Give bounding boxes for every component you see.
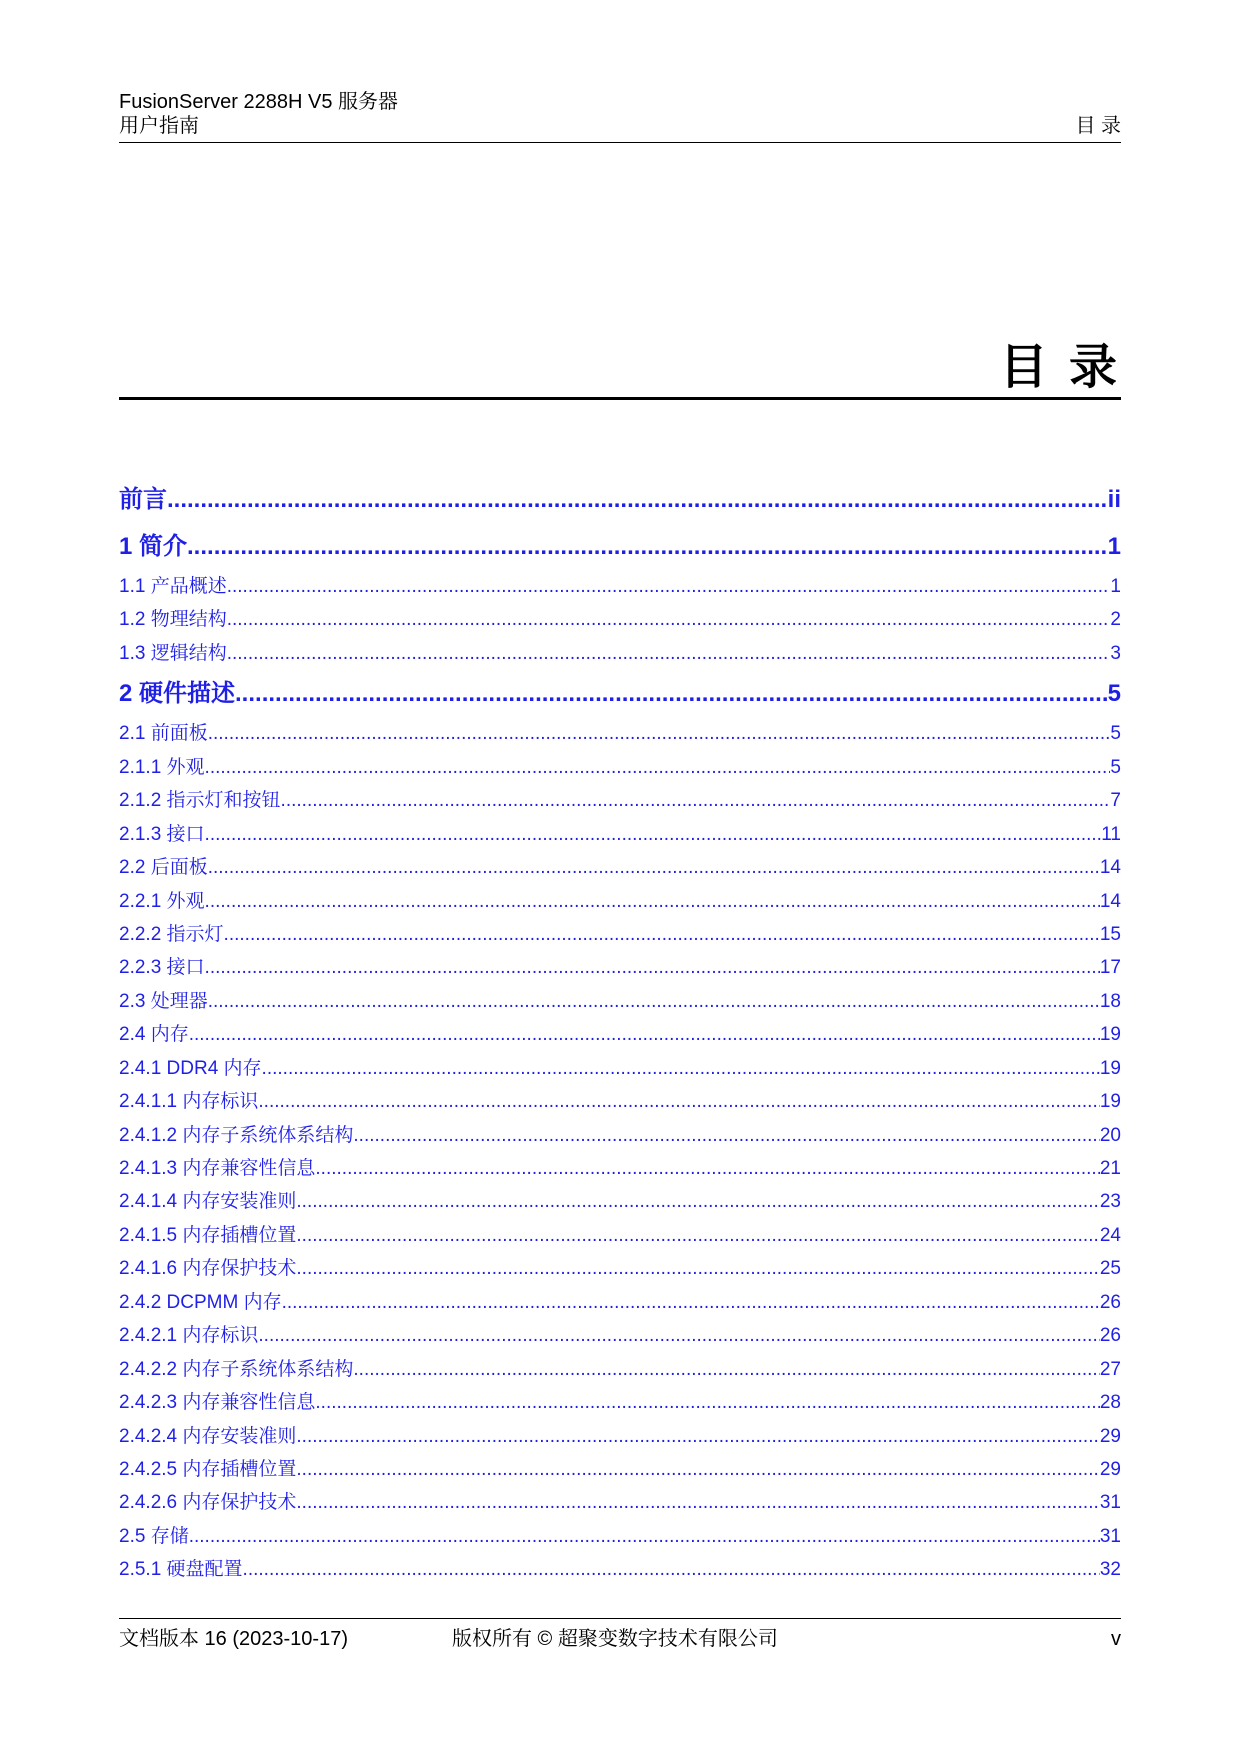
toc-entry[interactable] bbox=[119, 818, 1121, 851]
toc-entry-page-number: 1 bbox=[1107, 533, 1121, 560]
toc-dot-leader bbox=[262, 1052, 1100, 1085]
toc-entry-page-number: 24 bbox=[1099, 1224, 1121, 1246]
toc-entry-title: 2.1.3 接口 bbox=[119, 823, 205, 845]
toc-entry[interactable] bbox=[119, 985, 1121, 1018]
toc-entry-title: 1.2 物理结构 bbox=[119, 609, 227, 631]
toc-entry-title: 2.2.1 外观 bbox=[119, 890, 205, 912]
page-title: 目 录 bbox=[999, 341, 1121, 394]
toc-entry[interactable] bbox=[119, 1219, 1121, 1252]
toc-entry[interactable] bbox=[119, 637, 1121, 670]
toc-entry[interactable] bbox=[119, 1319, 1121, 1352]
toc-dot-leader bbox=[258, 1319, 1099, 1352]
toc-entry-title: 2.2.3 接口 bbox=[119, 957, 205, 979]
toc-entry-title: 1.1 产品概述 bbox=[119, 576, 227, 597]
toc-entry-title: 2.4.2.3 内存兼容性信息 bbox=[119, 1392, 316, 1414]
toc-dot-leader bbox=[315, 1386, 1099, 1419]
title-divider bbox=[119, 397, 1121, 400]
toc-entry-page-number: 26 bbox=[1099, 1325, 1121, 1347]
toc-entry-title: 2.4.2.6 内存保护技术 bbox=[119, 1492, 297, 1514]
toc-entry-title: 2.1 前面板 bbox=[119, 723, 208, 745]
toc-entry[interactable] bbox=[119, 951, 1121, 984]
toc-entry[interactable] bbox=[119, 476, 1121, 523]
toc-entry-page-number: 26 bbox=[1099, 1291, 1121, 1313]
toc-entry-title: 2.2 后面板 bbox=[119, 857, 208, 879]
toc-entry-page-number: 5 bbox=[1110, 756, 1121, 778]
page-footer bbox=[119, 1618, 1121, 1653]
toc-entry-page-number: 19 bbox=[1099, 1091, 1121, 1113]
toc-entry-title: 2.4.1.2 内存子系统体系结构 bbox=[119, 1124, 354, 1146]
toc-entry-page-number: 23 bbox=[1099, 1191, 1121, 1213]
toc-dot-leader bbox=[205, 885, 1100, 918]
footer-document-version: 文档版本 16 (2023-10-17) bbox=[119, 1628, 348, 1650]
toc-entry-title: 2.4 内存 bbox=[119, 1024, 189, 1046]
toc-entry-page-number: 14 bbox=[1099, 890, 1121, 912]
toc-dot-leader bbox=[205, 951, 1100, 984]
toc-entry-page-number: 19 bbox=[1099, 1024, 1121, 1046]
toc-entry[interactable] bbox=[119, 570, 1121, 603]
toc-dot-leader bbox=[353, 1119, 1099, 1152]
toc-entry[interactable] bbox=[119, 918, 1121, 951]
toc-entry-title: 2.5 存储 bbox=[119, 1525, 189, 1547]
toc-dot-leader bbox=[205, 751, 1111, 784]
toc-dot-leader bbox=[187, 523, 1108, 570]
toc-entry[interactable] bbox=[119, 717, 1121, 750]
toc-entry-page-number: 19 bbox=[1099, 1057, 1121, 1079]
footer-copyright: 版权所有 © 超聚变数字技术有限公司 bbox=[452, 1628, 778, 1650]
toc-dot-leader bbox=[208, 851, 1100, 884]
toc-entry-page-number: 25 bbox=[1099, 1258, 1121, 1280]
toc-entry[interactable] bbox=[119, 1386, 1121, 1419]
toc-entry-page-number: 5 bbox=[1110, 723, 1121, 745]
toc-entry-title: 2.4.2.5 内存插槽位置 bbox=[119, 1458, 297, 1480]
toc-entry-title: 2 硬件描述 bbox=[119, 680, 236, 708]
toc-entry-page-number: 29 bbox=[1099, 1458, 1121, 1480]
toc-dot-leader bbox=[315, 1152, 1099, 1185]
page-header bbox=[119, 88, 1121, 143]
toc-entry-page-number: 3 bbox=[1110, 642, 1121, 664]
toc-entry-title: 2.4.1.3 内存兼容性信息 bbox=[119, 1158, 316, 1179]
toc-entry-title: 2.1.1 外观 bbox=[119, 756, 205, 778]
toc-entry-title: 2.4.2.1 内存标识 bbox=[119, 1325, 259, 1347]
toc-dot-leader bbox=[208, 717, 1111, 750]
toc-dot-leader bbox=[189, 1520, 1100, 1553]
toc-dot-leader bbox=[296, 1486, 1099, 1519]
toc-entry-page-number: 15 bbox=[1099, 923, 1121, 945]
toc-entry[interactable] bbox=[119, 1286, 1121, 1319]
toc-entry[interactable] bbox=[119, 1018, 1121, 1051]
table-of-contents bbox=[119, 476, 1121, 1587]
toc-entry-page-number: 1 bbox=[1110, 576, 1121, 597]
toc-dot-leader bbox=[205, 818, 1102, 851]
header-section-name: 目 录 bbox=[1075, 115, 1121, 137]
toc-dot-leader bbox=[208, 985, 1100, 1018]
toc-entry-title: 前言 bbox=[119, 486, 167, 513]
toc-entry[interactable] bbox=[119, 1486, 1121, 1519]
toc-entry-page-number: 20 bbox=[1099, 1124, 1121, 1146]
toc-entry[interactable] bbox=[119, 1420, 1121, 1453]
toc-entry-title: 2.4.2.4 内存安装准则 bbox=[119, 1425, 297, 1447]
toc-dot-leader bbox=[282, 1286, 1100, 1319]
footer-page-number: v bbox=[1111, 1628, 1121, 1650]
toc-entry-page-number: 11 bbox=[1101, 823, 1121, 845]
toc-entry-title: 1.3 逻辑结构 bbox=[119, 642, 227, 664]
toc-entry[interactable] bbox=[119, 603, 1121, 636]
toc-dot-leader bbox=[258, 1085, 1099, 1118]
toc-entry-page-number: 29 bbox=[1099, 1425, 1121, 1447]
toc-entry[interactable] bbox=[119, 1085, 1121, 1118]
toc-dot-leader bbox=[227, 570, 1111, 603]
toc-entry-page-number: 31 bbox=[1099, 1492, 1121, 1514]
toc-dot-leader bbox=[353, 1353, 1099, 1386]
toc-entry[interactable] bbox=[119, 885, 1121, 918]
toc-entry-title: 2.4.1.4 内存安装准则 bbox=[119, 1191, 297, 1213]
toc-dot-leader bbox=[235, 670, 1108, 717]
toc-entry[interactable] bbox=[119, 1252, 1121, 1285]
toc-entry[interactable] bbox=[119, 670, 1121, 717]
toc-entry-title: 1 简介 bbox=[119, 533, 188, 560]
toc-entry-title: 2.1.2 指示灯和按钮 bbox=[119, 790, 281, 812]
toc-entry-title: 2.3 处理器 bbox=[119, 990, 208, 1012]
toc-entry-page-number: 32 bbox=[1099, 1559, 1121, 1581]
toc-entry-title: 2.4.1.6 内存保护技术 bbox=[119, 1258, 297, 1280]
toc-entry-title: 2.4.2.2 内存子系统体系结构 bbox=[119, 1358, 354, 1380]
toc-entry-page-number: 14 bbox=[1099, 857, 1121, 879]
toc-dot-leader bbox=[296, 1219, 1099, 1252]
toc-dot-leader bbox=[243, 1553, 1100, 1586]
toc-dot-leader bbox=[227, 603, 1111, 636]
toc-dot-leader bbox=[227, 637, 1111, 670]
toc-entry-page-number: 27 bbox=[1099, 1358, 1121, 1380]
toc-entry-page-number: 18 bbox=[1099, 990, 1121, 1012]
toc-entry[interactable] bbox=[119, 1520, 1121, 1553]
toc-entry-title: 2.5.1 硬盘配置 bbox=[119, 1559, 243, 1581]
toc-entry-page-number: 28 bbox=[1099, 1392, 1121, 1414]
toc-entry[interactable] bbox=[119, 1119, 1121, 1152]
toc-entry-page-number: 31 bbox=[1099, 1525, 1121, 1547]
toc-entry-title: 2.2.2 指示灯 bbox=[119, 923, 224, 945]
toc-entry-page-number: 7 bbox=[1110, 790, 1121, 812]
toc-entry[interactable] bbox=[119, 1052, 1121, 1085]
toc-entry[interactable] bbox=[119, 751, 1121, 784]
toc-entry-page-number: 17 bbox=[1099, 957, 1121, 979]
toc-entry[interactable] bbox=[119, 1553, 1121, 1586]
toc-dot-leader bbox=[281, 784, 1111, 817]
toc-entry[interactable] bbox=[119, 851, 1121, 884]
toc-entry[interactable] bbox=[119, 523, 1121, 570]
toc-dot-leader bbox=[296, 1252, 1099, 1285]
toc-entry-title: 2.4.1.5 内存插槽位置 bbox=[119, 1224, 297, 1246]
header-product-name: FusionServer 2288H V5 服务器 bbox=[119, 91, 399, 113]
toc-entry-page-number: ii bbox=[1107, 486, 1121, 513]
toc-entry[interactable] bbox=[119, 1453, 1121, 1486]
toc-entry-title: 2.4.1.1 内存标识 bbox=[119, 1091, 259, 1113]
toc-entry-title: 2.4.2 DCPMM 内存 bbox=[119, 1291, 282, 1313]
toc-entry[interactable] bbox=[119, 1152, 1121, 1185]
toc-entry[interactable] bbox=[119, 784, 1121, 817]
toc-dot-leader bbox=[224, 918, 1100, 951]
toc-entry-page-number: 5 bbox=[1107, 680, 1121, 708]
toc-dot-leader bbox=[296, 1420, 1099, 1453]
toc-dot-leader bbox=[296, 1185, 1099, 1218]
toc-entry-page-number: 21 bbox=[1099, 1158, 1121, 1179]
toc-dot-leader bbox=[167, 476, 1108, 523]
header-guide-name: 用户指南 bbox=[119, 115, 199, 137]
toc-dot-leader bbox=[189, 1018, 1100, 1051]
toc-entry[interactable] bbox=[119, 1353, 1121, 1386]
toc-dot-leader bbox=[296, 1453, 1099, 1486]
toc-entry-title: 2.4.1 DDR4 内存 bbox=[119, 1057, 262, 1079]
toc-entry-page-number: 2 bbox=[1110, 609, 1121, 631]
toc-entry[interactable] bbox=[119, 1185, 1121, 1218]
